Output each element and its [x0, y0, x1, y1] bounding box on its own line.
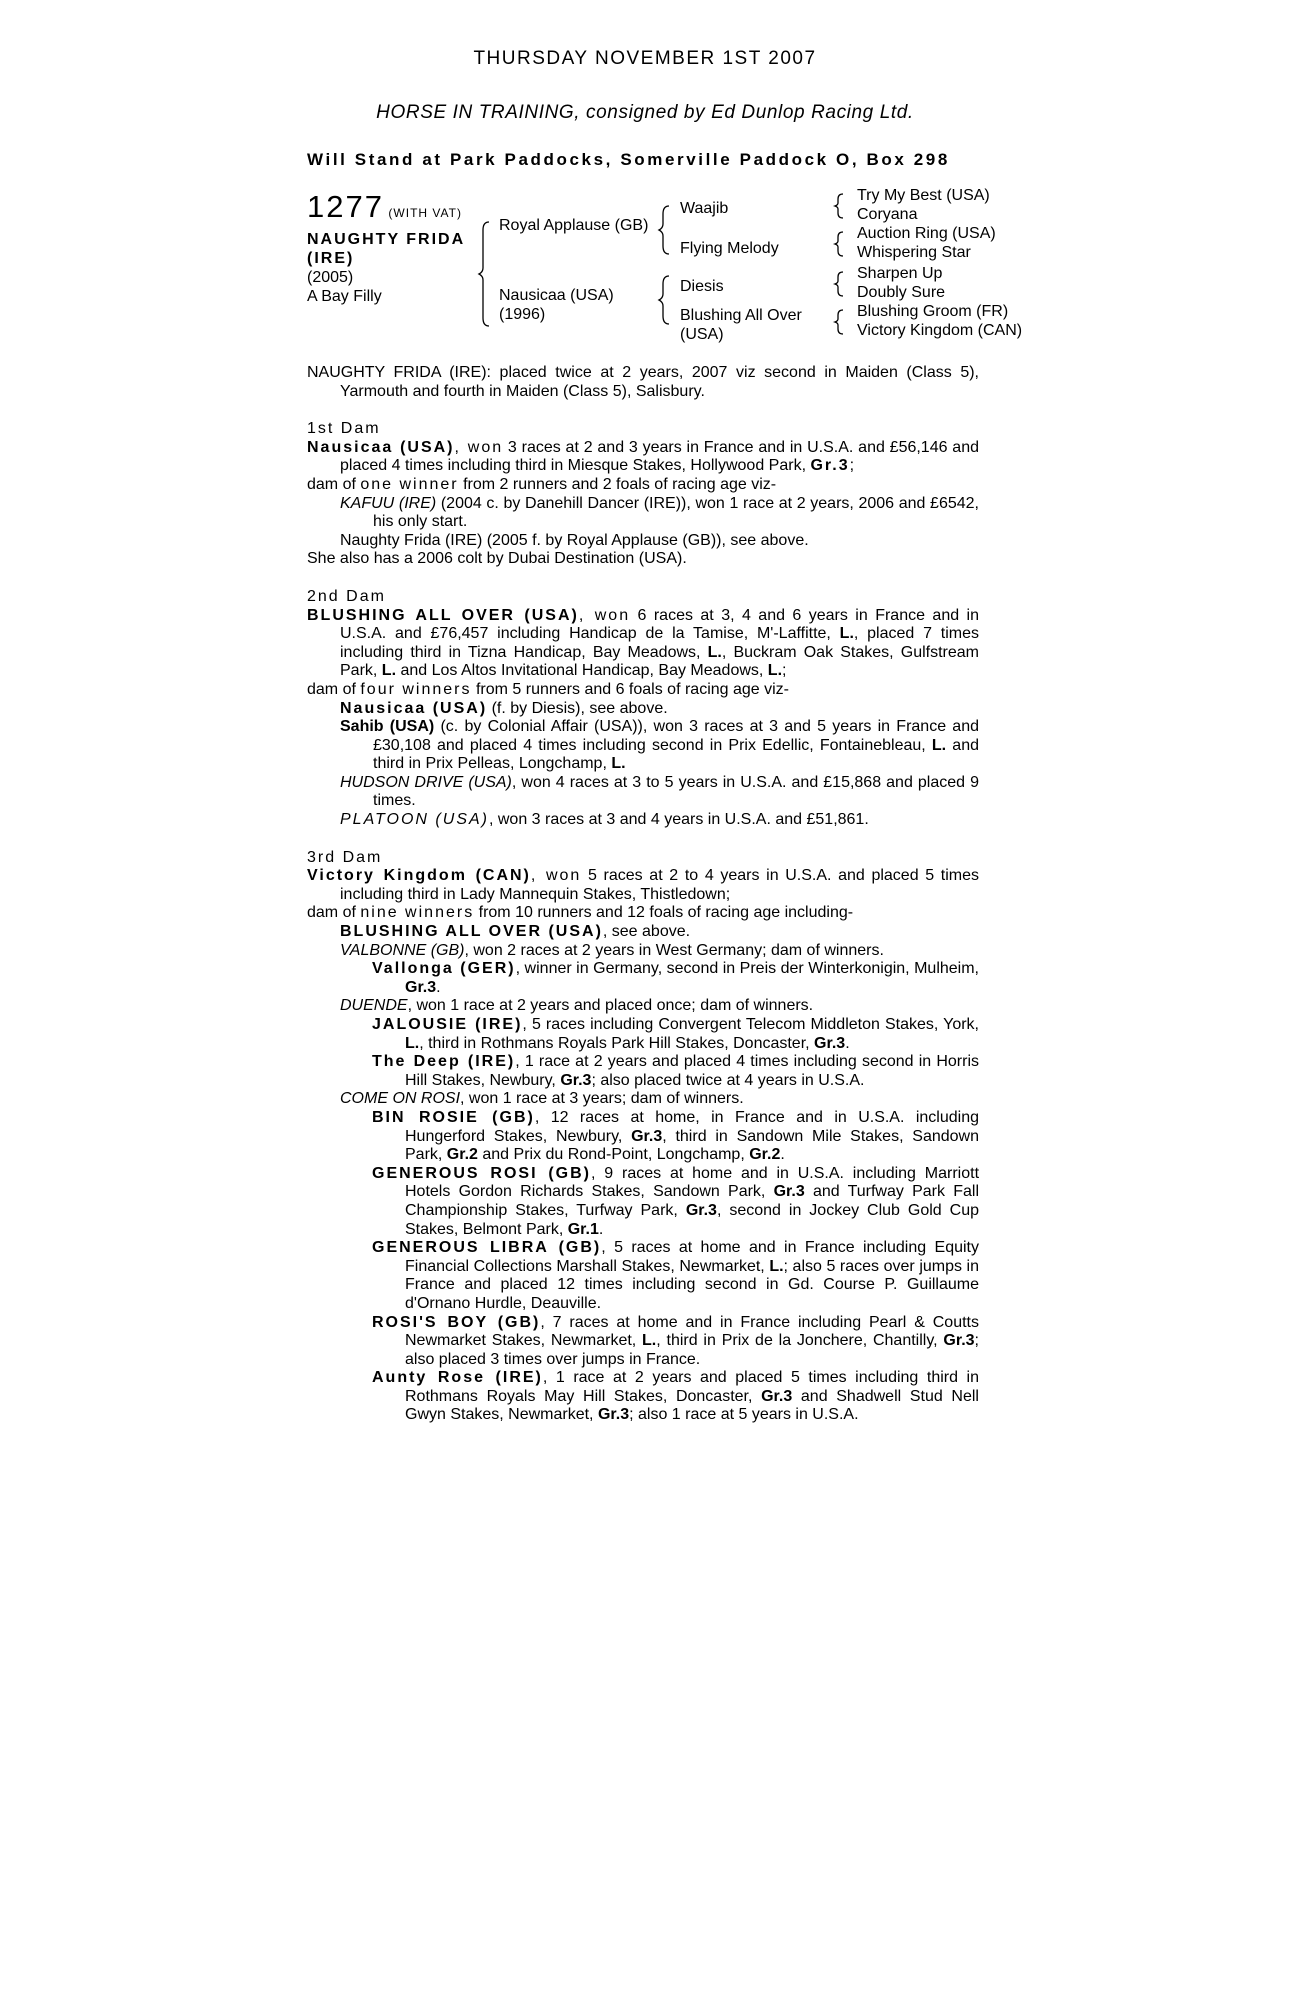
- first-dam-name: Nausicaa (USA): [307, 438, 455, 456]
- kafuu-name: KAFUU (IRE): [340, 494, 437, 512]
- hudson-name: HUDSON DRIVE (USA): [340, 773, 512, 791]
- sire-dam: Flying Melody: [680, 240, 779, 257]
- binrosie-end: .: [780, 1146, 785, 1164]
- first-dam-damof: dam of: [307, 475, 361, 493]
- genrosi-name: GENEROUS ROSI (GB): [372, 1164, 591, 1182]
- jalousie-L: L.: [405, 1034, 420, 1052]
- produce-platoon: [307, 811, 979, 830]
- vallonga-text: , winner in Germany, second in Preis der Winterkonigin, Mulheim,: [515, 960, 980, 978]
- lot-number: 1277: [307, 189, 384, 224]
- sahib-L1: L.: [931, 736, 947, 754]
- binrosie-text1: , 12 races at home, in France and in U.S.A. including Hungerford Stakes, Newbury,: [405, 1108, 980, 1145]
- sahib-L2: L.: [611, 755, 626, 773]
- nausicaa-name: Nausicaa (USA): [340, 699, 488, 717]
- rosisboy-grade: Gr.3: [943, 1332, 975, 1350]
- second-dam-produce: [307, 681, 979, 700]
- third-dam-winners: nine winners: [360, 904, 475, 922]
- aunty-text3: ; also 1 race at 5 years in U.S.A.: [629, 1406, 859, 1424]
- second-dam-text4: and Los Altos Invitational Handicap, Bay Meadows,: [396, 662, 768, 680]
- second-dam-L4: L.: [767, 662, 783, 680]
- produce-kafuu: [307, 495, 979, 532]
- genlibra-name: GENEROUS LIBRA (GB): [372, 1239, 602, 1257]
- produce-the-deep: [307, 1053, 979, 1090]
- dam-year: (1996): [499, 306, 546, 323]
- rosi-name: COME ON ROSI: [340, 1090, 461, 1108]
- bracket-gen1: [479, 222, 489, 326]
- produce-rosis-boy: [307, 1314, 979, 1370]
- third-dam-won: , won: [530, 867, 582, 885]
- produce-jalousie: [307, 1016, 979, 1053]
- produce-hudson-drive: [307, 774, 979, 811]
- dam-dam-country: (USA): [680, 326, 724, 343]
- first-dam-damof-rest: from 2 runners and 2 foals of racing age viz-: [458, 475, 777, 493]
- second-dam-won: , won: [578, 606, 631, 624]
- vallonga-name: Vallonga (GER): [372, 960, 516, 978]
- dd-dam: Victory Kingdom (CAN): [857, 322, 1023, 339]
- second-dam-text2: , placed 7 times including third in Tizna Handicap, Bay Meadows,: [340, 625, 979, 661]
- rosisboy-L: L.: [642, 1332, 657, 1350]
- second-dam-text1: 6 races at 3, 4 and 6 years in France and in U.S.A. and £76,457 including Handicap de la Tamise, M'-Laffitte,: [340, 606, 979, 643]
- bracket-waajib: [835, 194, 843, 218]
- rosisboy-name: ROSI'S BOY (GB): [372, 1313, 541, 1331]
- record-text: placed twice at 2 years, 2007 viz second in Maiden (Class 5), Yarmouth and fourth in Maiden (Class 5), Salisbury.: [340, 364, 980, 400]
- bracket-sire: [659, 206, 669, 254]
- third-dam-produce: [307, 904, 979, 923]
- rosisboy-text1: , 7 races at home and in France including Pearl & Coutts Newmarket Stakes, Newmarket,: [405, 1313, 979, 1350]
- first-dam-heading: 1st Dam: [307, 420, 381, 438]
- bracket-flying-melody: [835, 232, 843, 256]
- catalogue-body: [307, 364, 979, 1425]
- binrosie-grade1: Gr.3: [631, 1127, 663, 1145]
- produce-come-on-rosi: [307, 1090, 979, 1109]
- deep-text1: , 1 race at 2 years and placed 4 times including second in Horris Hill Stakes, Newbury,: [405, 1053, 979, 1089]
- first-dam-winners: one winner: [360, 475, 459, 493]
- pedigree-table: [307, 187, 1047, 350]
- produce-nausicaa: [307, 700, 979, 719]
- ds-sire: Sharpen Up: [857, 265, 943, 282]
- race-record: [307, 364, 979, 401]
- binrosie-grade3: Gr.2: [749, 1146, 781, 1164]
- vat-note: (WITH VAT): [388, 206, 462, 220]
- aunty-text2: and Shadwell Stud Nell Gwyn Stakes, Newmarket,: [405, 1387, 979, 1424]
- nausicaa-text: (f. by Diesis), see above.: [487, 699, 668, 717]
- kafuu-text: (2004 c. by Danehill Dancer (IRE)), won 1 race at 2 years, 2006 and £6542, his only start.: [373, 494, 979, 531]
- jalousie-grade: Gr.3: [814, 1034, 846, 1052]
- genrosi-text1: , 9 races at home and in U.S.A. including Marriott Hotels Gordon Richards Stakes, Sandown Park,: [405, 1164, 980, 1201]
- ss-dam: Coryana: [857, 206, 918, 223]
- second-dam-text5: ;: [782, 662, 787, 680]
- horse-year: (2005): [307, 269, 354, 286]
- second-dam-heading: 2nd Dam: [307, 587, 386, 605]
- sahib-text2: and third in Prix Pelleas, Longchamp,: [373, 736, 979, 773]
- genrosi-grade2: Gr.3: [685, 1201, 717, 1219]
- genlibra-text2: ; also 5 races over jumps in France and placed 12 times including second in Gd. Course P. Guillaume d'Ornano Hurdle, Deauville.: [405, 1257, 980, 1312]
- first-dam-produce: [307, 476, 979, 495]
- vallonga-end: .: [436, 978, 441, 996]
- genrosi-text2: and Turfway Park Fall Championship Stakes, Turfway Park,: [405, 1183, 979, 1219]
- produce-aunty-rose: [307, 1369, 979, 1425]
- hudson-text: , won 4 races at 3 to 5 years in U.S.A. and £15,868 and placed 9 times.: [373, 773, 979, 810]
- blushing-text: , see above.: [602, 923, 691, 941]
- dam-sire: Diesis: [680, 278, 724, 295]
- third-dam-damof: dam of: [307, 904, 361, 922]
- second-dam-text3: , Buckram Oak Stakes, Gulfstream Park,: [340, 643, 979, 680]
- bracket-blushing: [835, 310, 843, 334]
- first-dam-record: [307, 439, 979, 476]
- jalousie-end: .: [845, 1034, 850, 1052]
- bracket-dam: [659, 276, 669, 324]
- produce-generous-rosi: [307, 1165, 979, 1239]
- rosisboy-text2: , third in Prix de la Jonchere, Chantilly,: [656, 1332, 944, 1350]
- produce-duende: [307, 997, 979, 1016]
- first-dam-grade: Gr.3: [810, 457, 850, 475]
- horse-name: NAUGHTY FRIDA: [307, 231, 466, 248]
- produce-generous-libra: [307, 1239, 979, 1313]
- binrosie-text3: and Prix du Rond-Point, Longchamp,: [477, 1146, 750, 1164]
- second-dam-L2: L.: [707, 643, 722, 661]
- third-dam-heading: 3rd Dam: [307, 848, 383, 866]
- aunty-grade1: Gr.3: [761, 1387, 793, 1405]
- jalousie-text1: , 5 races including Convergent Telecom Middleton Stakes, York,: [522, 1016, 979, 1033]
- valbonne-name: VALBONNE (GB): [340, 941, 465, 959]
- consignment-line: HORSE IN TRAINING, consigned by Ed Dunlop Racing Ltd.: [376, 102, 914, 123]
- genrosi-grade1: Gr.3: [773, 1183, 805, 1201]
- record-name: NAUGHTY FRIDA (IRE):: [307, 364, 491, 381]
- platoon-text: , won 3 races at 3 and 4 years in U.S.A. and £51,861.: [488, 811, 869, 829]
- second-dam-winners: four winners: [360, 680, 472, 698]
- second-dam-L3: L.: [381, 662, 397, 680]
- genrosi-grade3: Gr.1: [567, 1220, 599, 1238]
- location-line: Will Stand at Park Paddocks, Somerville Paddock O, Box 298: [307, 150, 950, 169]
- second-dam-record: [307, 607, 979, 681]
- third-dam-name: Victory Kingdom (CAN): [307, 867, 531, 885]
- genrosi-text3: , second in Jockey Club Gold Cup Stakes, Belmont Park,: [405, 1201, 980, 1238]
- valbonne-text: , won 2 races at 2 years in West Germany; dam of winners.: [464, 941, 884, 959]
- produce-vallonga: [307, 960, 979, 997]
- first-dam-semi: ;: [849, 457, 855, 475]
- binrosie-text2: , third in Sandown Mile Stakes, Sandown Park,: [405, 1127, 980, 1164]
- ss-sire: Try My Best (USA): [857, 187, 990, 204]
- first-dam-won: , won: [454, 438, 504, 456]
- horse-description: A Bay Filly: [307, 288, 382, 305]
- second-dam-damof-rest: from 5 runners and 6 foals of racing age viz-: [471, 680, 790, 698]
- sahib-text1: (c. by Colonial Affair (USA)), won 3 races at 3 and 5 years in France and £30,108 and placed 4 times including second in Prix Edellic, Fontainebleau,: [373, 718, 980, 754]
- duende-name: DUENDE: [340, 997, 408, 1015]
- vallonga-grade: Gr.3: [405, 978, 437, 996]
- sd-dam: Whispering Star: [857, 244, 971, 261]
- produce-naughty-frida: Naughty Frida (IRE) (2005 f. by Royal Applause (GB)), see above.: [340, 531, 809, 549]
- dd-sire: Blushing Groom (FR): [857, 303, 1009, 320]
- produce-sahib: [307, 718, 979, 774]
- ds-dam: Doubly Sure: [857, 284, 946, 301]
- second-dam-damof: dam of: [307, 680, 361, 698]
- third-dam-damof-rest: from 10 runners and 12 foals of racing age including-: [474, 904, 854, 922]
- genlibra-L: L.: [769, 1257, 784, 1275]
- aunty-name: Aunty Rose (IRE): [372, 1369, 543, 1387]
- bracket-diesis: [835, 272, 843, 296]
- sire-sire: Waajib: [680, 200, 729, 217]
- sale-date: THURSDAY NOVEMBER 1ST 2007: [473, 48, 817, 69]
- produce-valbonne: [307, 942, 979, 961]
- jalousie-text2: , third in Rothmans Royals Park Hill Stakes, Doncaster,: [419, 1034, 815, 1052]
- jalousie-name: JALOUSIE (IRE): [372, 1016, 523, 1033]
- deep-grade: Gr.3: [560, 1071, 592, 1089]
- sire: Royal Applause (GB): [499, 217, 649, 234]
- genrosi-end: .: [598, 1220, 604, 1238]
- horse-country: (IRE): [307, 250, 355, 267]
- platoon-name: PLATOON (USA): [340, 811, 489, 829]
- produce-blushing: [307, 923, 979, 942]
- dam-dam: Blushing All Over: [680, 307, 802, 324]
- binrosie-name: BIN ROSIE (GB): [372, 1108, 535, 1126]
- duende-text: , won 1 race at 2 years and placed once; dam of winners.: [407, 997, 814, 1015]
- first-dam-text: 3 races at 2 and 3 years in France and in U.S.A. and £56,146 and placed 4 times including third in Miesque Stakes, Hollywood Park,: [340, 438, 979, 475]
- binrosie-grade2: Gr.2: [446, 1146, 478, 1164]
- blushing-name: BLUSHING ALL OVER (USA): [340, 923, 603, 941]
- third-dam-text1: 5 races at 2 to 4 years in U.S.A. and placed 5 times including third in Lady Mannequin Stakes, Thistledown;: [340, 867, 980, 903]
- produce-bin-rosie: [307, 1109, 979, 1165]
- dam: Nausicaa (USA): [499, 287, 614, 304]
- deep-name: The Deep (IRE): [372, 1053, 516, 1071]
- genlibra-text1: , 5 races at home and in France including Equity Financial Collections Marshall Stakes, Newmarket,: [405, 1239, 980, 1275]
- sd-sire: Auction Ring (USA): [857, 225, 996, 242]
- rosi-text: , won 1 race at 3 years; dam of winners.: [460, 1090, 744, 1108]
- second-dam-name: BLUSHING ALL OVER (USA): [307, 606, 579, 624]
- rosisboy-text3: ; also placed 3 times over jumps in France.: [405, 1332, 979, 1368]
- deep-text2: ; also placed twice at 4 years in U.S.A.: [591, 1071, 865, 1089]
- aunty-grade2: Gr.3: [597, 1406, 630, 1424]
- sahib-name: Sahib (USA): [340, 718, 435, 736]
- aunty-text1: , 1 race at 2 years and placed 5 times including third in Rothmans Royals May Hill Stakes, Doncaster,: [405, 1369, 980, 1405]
- third-dam-record: [307, 867, 979, 904]
- produce-colt: She also has a 2006 colt by Dubai Destination (USA).: [307, 550, 687, 568]
- second-dam-L1: L.: [839, 625, 854, 643]
